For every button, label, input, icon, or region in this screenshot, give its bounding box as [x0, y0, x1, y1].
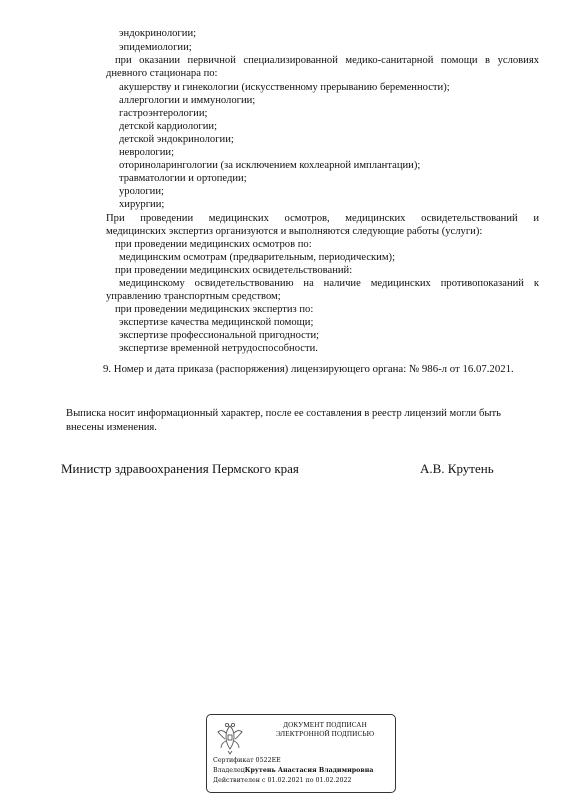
order-number-line: 9. Номер и дата приказа (распоряжения) лицензирующего органа: № 986-л от 16.07.2021.	[103, 363, 514, 375]
certificate-owner	[213, 766, 373, 775]
list-line: при проведении медицинских экспертиз по:	[115, 304, 314, 315]
list-line: хирургии;	[119, 199, 165, 210]
list-line: медицинским осмотрам (предварительным, периодическим);	[119, 252, 396, 263]
list-line: гастроэнтерологии;	[119, 108, 208, 119]
list-line: оториноларингологии (за исключением кохлеарной имплантации);	[119, 160, 421, 171]
list-line: медицинскому освидетельствованию на наличие медицинских противопоказаний к	[119, 278, 539, 289]
list-line: управлению транспортным средством;	[106, 291, 281, 302]
list-line: эндокринологии;	[119, 28, 197, 39]
list-line: при проведении медицинских освидетельствований:	[115, 265, 353, 276]
owner-name: Крутень Анастасия Владимировна	[244, 767, 374, 774]
list-line: экспертизе временной нетрудоспособности.	[119, 343, 318, 354]
stamp-title-line1: ДОКУМЕНТ ПОДПИСАН	[283, 721, 367, 729]
list-line: детской эндокринологии;	[119, 134, 234, 145]
list-line: при оказании первичной специализированной медико-санитарной помощи в условиях	[115, 55, 539, 66]
list-line: экспертизе профессиональной пригодности;	[119, 330, 320, 341]
list-line: при проведении медицинских осмотров по:	[115, 239, 312, 250]
list-line: экспертизе качества медицинской помощи;	[119, 317, 314, 328]
list-line: аллергологии и иммунологии;	[119, 95, 256, 106]
list-line: неврологии;	[119, 147, 175, 158]
signer-position: Министр здравоохранения Пермского края	[61, 461, 299, 476]
electronic-signature-stamp	[206, 714, 396, 793]
list-line: травматологии и ортопедии;	[119, 173, 247, 184]
owner-label: Владелец	[213, 767, 245, 774]
certificate-number: Сертификат 0522EE	[213, 757, 281, 764]
list-line: детской кардиологии;	[119, 121, 218, 132]
stamp-title-line2: ЭЛЕКТРОННОЙ ПОДПИСЬЮ	[275, 730, 375, 738]
list-line: дневного стационара по:	[106, 68, 218, 79]
list-line: эпидемиологии;	[119, 42, 192, 53]
list-line: урологии;	[119, 186, 164, 197]
coat-of-arms-icon	[217, 721, 243, 755]
certificate-validity: Действителен с 01.02.2021 по 01.02.2022	[213, 777, 352, 784]
paragraph-line: медицинских экспертиз организуются и выполняются следующие работы (услуги):	[106, 226, 483, 237]
list-line: акушерству и гинекологии (искусственному прерыванию беременности);	[119, 82, 450, 93]
signer-name: А.В. Крутень	[420, 461, 494, 476]
paragraph-line: При проведении медицинских осмотров, медицинских освидетельствований и	[106, 213, 539, 224]
notice-text: Выписка носит информационный характер, после ее составления в реестр лицензий могли быть внесены изменения.	[66, 408, 501, 433]
